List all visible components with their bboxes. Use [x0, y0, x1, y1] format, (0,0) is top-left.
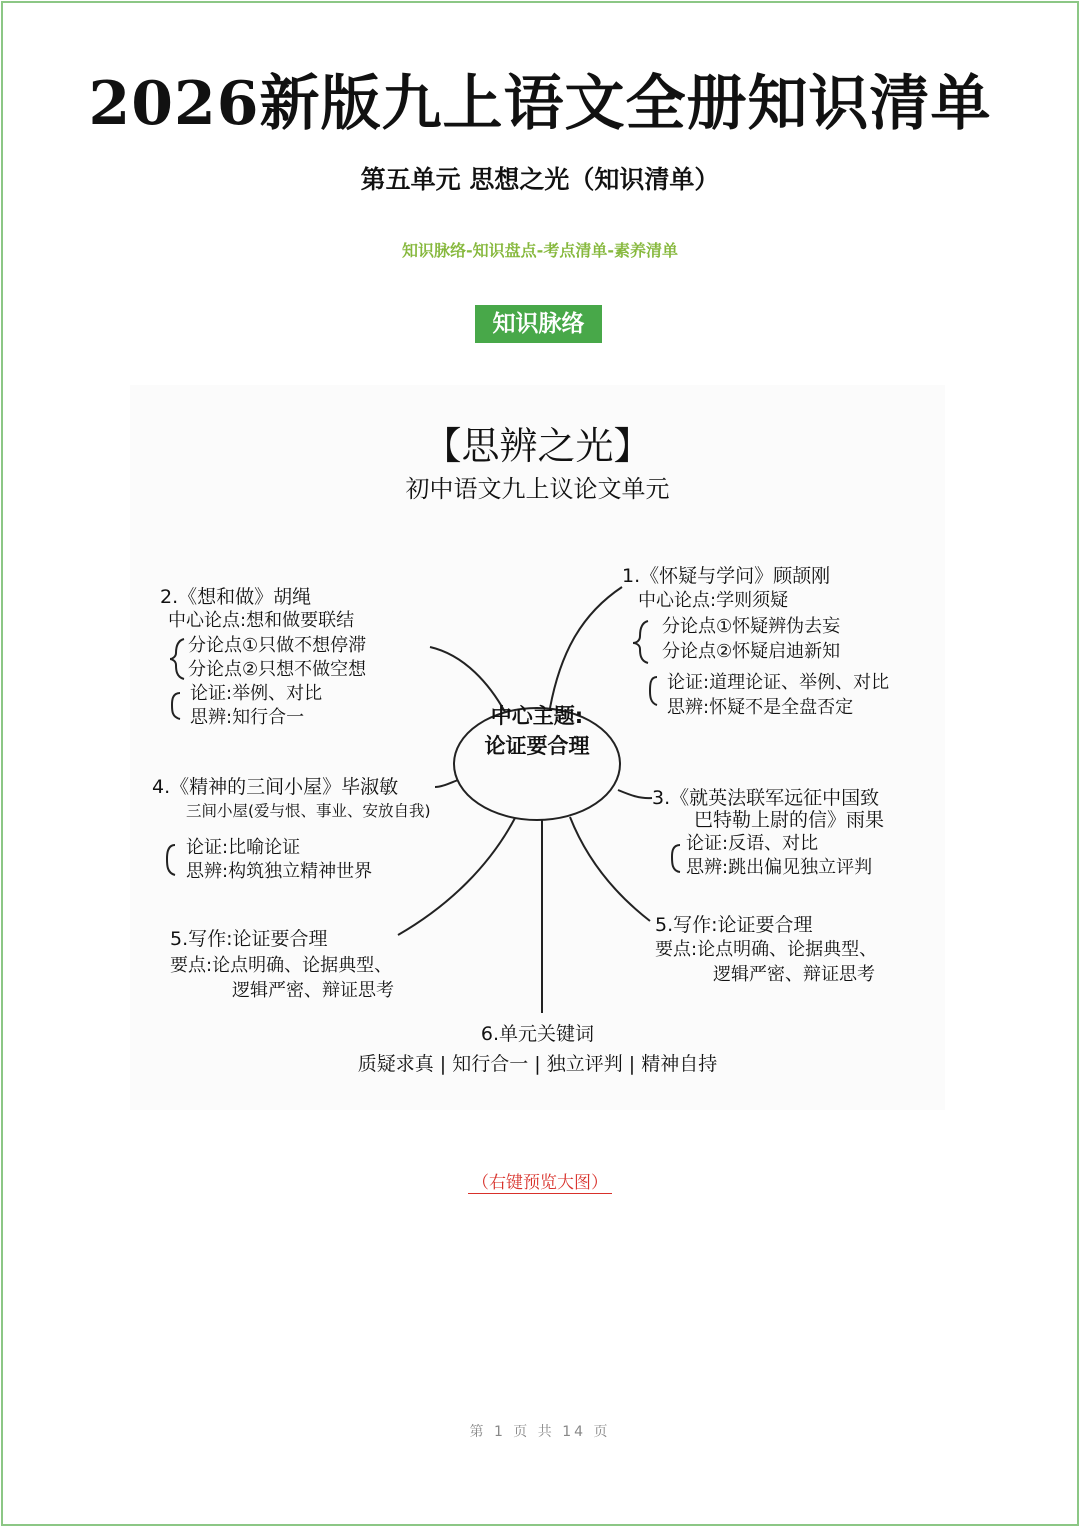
section-navigation: 知识脉络-知识盘点-考点清单-素养清单 — [402, 241, 678, 260]
branch-line-5l — [398, 818, 515, 935]
branch-5-right-head: 5.写作:论证要合理 — [655, 914, 813, 936]
branch-4-summary: 三间小屋(爱与恨、事业、安放自我) — [186, 802, 431, 820]
brace-b2-arg — [172, 693, 180, 719]
branch-line-3 — [618, 790, 652, 798]
branch-2-thesis: 中心论点:想和做要联结 — [168, 610, 355, 631]
section-tag: 知识脉络 — [475, 305, 602, 343]
branch-5-left-points: 要点:论点明确、论据典型、 — [170, 955, 393, 976]
branch-5-right-points: 要点:论点明确、论据典型、 — [655, 939, 878, 960]
branch-4-head: 4.《精神的三间小屋》毕淑敏 — [152, 776, 399, 798]
branch-3-reflection: 思辨:跳出偏见独立评判 — [686, 857, 873, 878]
brace-b1-sub — [633, 621, 648, 663]
branch-3-head: 3.《就英法联军远征中国致 — [652, 787, 880, 809]
mind-map-subtitle: 初中语文九上议论文单元 — [405, 475, 670, 503]
branch-1-point-1: 分论点①怀疑辨伪去妄 — [662, 616, 841, 637]
branch-line-1 — [550, 587, 622, 708]
unit-keywords: 质疑求真 | 知行合一 | 独立评判 | 精神自持 — [357, 1053, 718, 1075]
brace-b1-arg — [650, 677, 657, 705]
brace-b2-sub — [170, 639, 184, 679]
branch-2-point-1: 分论点①只做不想停滞 — [188, 635, 367, 656]
preview-link-text[interactable]: （右键预览大图） — [468, 1173, 612, 1194]
page-title: 2026新版九上语文全册知识清单 — [88, 69, 992, 139]
branch-1-point-2: 分论点②怀疑启迪新知 — [662, 641, 841, 662]
mind-map-title: 【思辨之光】 — [423, 424, 652, 468]
branch-line-4 — [435, 780, 458, 787]
page-number: 第 1 页 共 14 页 — [469, 1424, 611, 1440]
branch-6-head: 6.单元关键词 — [480, 1023, 595, 1045]
branch-2-point-2: 分论点②只想不做空想 — [188, 659, 367, 680]
branch-5-left-points-cont: 逻辑严密、辩证思考 — [232, 980, 394, 1001]
branch-1-reflection: 思辨:怀疑不是全盘否定 — [667, 697, 854, 718]
center-topic-line1: 中心主题: — [490, 704, 584, 728]
branch-5-left-head: 5.写作:论证要合理 — [170, 928, 328, 950]
branch-line-5r — [570, 817, 650, 921]
mind-map[interactable] — [130, 385, 945, 1110]
branch-2-reflection: 思辨:知行合一 — [190, 707, 305, 728]
branch-3-argument: 论证:反语、对比 — [686, 833, 819, 854]
branch-4-argument: 论证:比喻论证 — [186, 837, 301, 858]
branch-3-head-cont: 巴特勒上尉的信》雨果 — [694, 809, 885, 831]
center-topic — [452, 701, 622, 761]
branch-1-head: 1.《怀疑与学问》顾颉刚 — [622, 565, 831, 587]
branch-1-argument: 论证:道理论证、举例、对比 — [667, 672, 890, 693]
branch-5-right-points-cont: 逻辑严密、辩证思考 — [713, 964, 875, 985]
brace-b4-arg — [167, 845, 175, 875]
branch-2-argument: 论证:举例、对比 — [190, 683, 323, 704]
center-topic-line2: 论证要合理 — [484, 734, 590, 758]
preview-link[interactable] — [0, 1168, 1080, 1193]
brace-b3-arg — [672, 845, 680, 872]
unit-subtitle: 第五单元 思想之光（知识清单） — [360, 165, 720, 194]
branch-4-reflection: 思辨:构筑独立精神世界 — [186, 861, 373, 882]
branch-1-thesis: 中心论点:学则须疑 — [638, 590, 789, 611]
branch-2-head: 2.《想和做》胡绳 — [160, 586, 312, 608]
